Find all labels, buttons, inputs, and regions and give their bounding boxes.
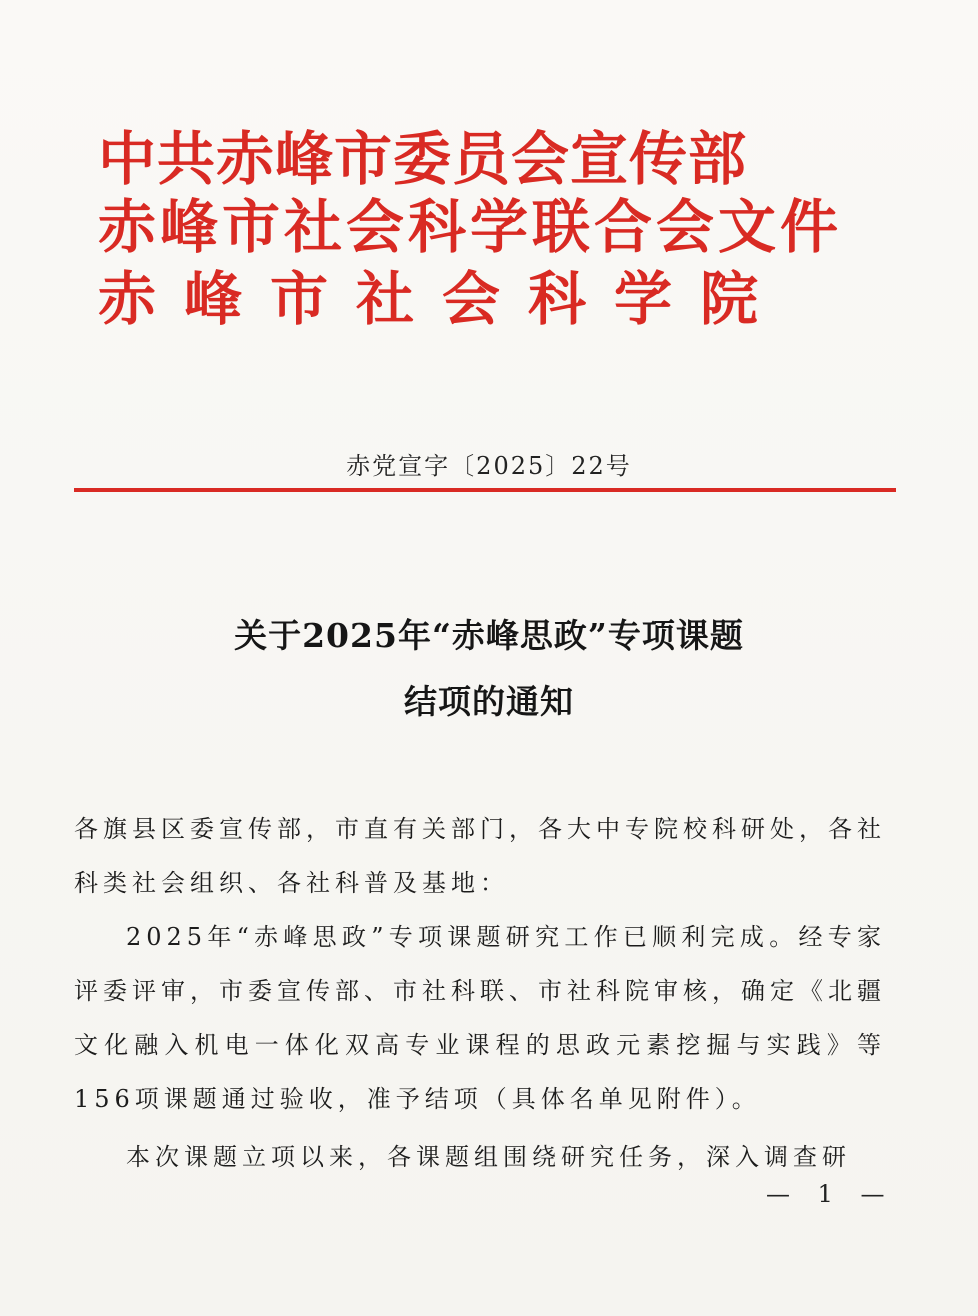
- document-title-line-1: 关于2025年“赤峰思政”专项课题: [234, 616, 744, 655]
- issuer-line-2: 赤峰市社会科学联合会文件: [98, 193, 843, 261]
- body-paragraph-1: 2025年“赤峰思政”专项课题研究工作已顺利完成。经专家评委评审，市委宣传部、市社科联、市社科院审核，确定《北疆文化融入机电一体化双高专业课程的思政元素挖掘与实践》等156项课题通过验收，准予结项（具体名单见附件）。: [74, 923, 886, 1113]
- issuer-line-3: 赤峰市社会科学院: [98, 265, 787, 333]
- page-number: — 1 —: [766, 1180, 895, 1208]
- document-title-line-2: 结项的通知: [404, 682, 574, 721]
- document-number: 赤党宣字〔2025〕22号: [346, 452, 632, 480]
- body-paragraph-2: 本次课题立项以来，各课题组围绕研究任务，深入调查研: [126, 1143, 851, 1171]
- issuer-line-1: 中共赤峰市委员会宣传部: [98, 125, 748, 193]
- salutation: 各旗县区委宣传部，市直有关部门，各大中专院校科研处，各社科类社会组织、各社科普及基地：: [74, 815, 886, 897]
- red-divider: [74, 488, 896, 492]
